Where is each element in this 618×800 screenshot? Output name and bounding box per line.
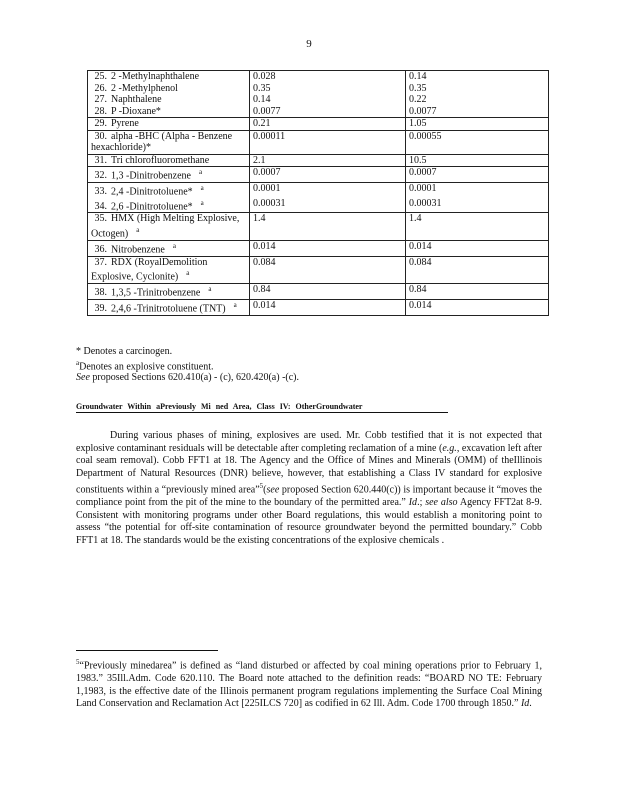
table-row — [88, 154, 549, 167]
value-col-2: 1.05 — [406, 118, 549, 131]
footnote: $^5$“Previously minedarea” is defined as “land disturbed or affected by coal mining operations prior to February 1, 1983.” 35Ill.Adm. Code 620.110. The Board note attached to the definition reads: “BOARD NO TE: February 1,1983, is the effective date of the Illinois permanent program regulations implementing the Surface Coal Mining Land Conservation and Reclamation Act [225ILCS 720] as codified in 62 Ill. Adm. Code 1700 through 1850.” Id. — [76, 658, 542, 710]
value-col-2: 0.14 — [406, 71, 549, 83]
table-row — [88, 299, 549, 315]
chemical-name: 34. 2,6 -Dinitrotoluene* $^a$ — [88, 198, 250, 213]
explosive-marker: a — [186, 269, 190, 278]
value-col-1: 0.21 — [250, 118, 406, 131]
explosive-marker: a — [200, 183, 204, 192]
body-paragraph: During various phases of mining, explosives are used. Mr. Cobb testified that it is not expected that explosive contaminant residuals will be detectable after completing reclamation of a mine (e.g., excavation left after coal seam removal). Cobb FFT1 at 18. The Agency and the Office of Mines and Minerals (OMM) of theIllinois Department of Natural Resources (DNR) believe, however, that establishing a Class IV standard for explosive constituents within a “previously mined area”$^5$(see proposed Section 620.440(c)) is important because it “moves the compliance point from the pit of the mine to the boundary of the permitted area.” Id.; see also Agency FFT2at 8-9. Consistent with monitoring programs under other Board regulations, this would establish a monitoring point to assess “the potential for off-site contamination of resource groundwater beyond the permitted boundary.” Cobb FFT1 at 18. The standards would be the existing concentrations of the explosive chemicals . — [76, 430, 542, 547]
value-col-2: 0.00055 — [406, 130, 549, 154]
page-number: 9 — [306, 38, 312, 50]
table-row — [88, 256, 549, 283]
chemical-name: 37. RDX (RoyalDemolition Explosive, Cyclonite) $^a$ — [88, 256, 250, 283]
explosive-note: $^a$Denotes an explosive constituent. — [76, 358, 214, 372]
chemical-name: 30. alpha -BHC (Alpha - Benzene hexachloride)* — [88, 130, 250, 154]
chemical-name: 36. Nitrobenzene $^a$ — [88, 240, 250, 256]
value-col-1: 0.35 — [250, 83, 406, 95]
value-col-1: 0.14 — [250, 94, 406, 106]
table-row — [88, 283, 549, 299]
footnote-number: 5 — [76, 658, 80, 666]
value-col-1: 0.0001 — [250, 182, 406, 197]
value-col-1: 0.014 — [250, 240, 406, 256]
value-col-2: 0.014 — [406, 240, 549, 256]
explosive-marker: a — [208, 284, 212, 293]
value-col-1: 0.0007 — [250, 167, 406, 183]
section-heading: Groundwater Within aPreviously Mi ned Area, Class IV: OtherGroundwater — [76, 402, 448, 413]
explosive-marker: a — [198, 168, 203, 176]
table-row — [88, 182, 549, 197]
table-row — [88, 240, 549, 256]
table-notes — [76, 346, 299, 384]
table-row — [88, 71, 549, 83]
value-col-2: 10.5 — [406, 154, 549, 167]
value-col-2: 0.35 — [406, 83, 549, 95]
value-col-1: 0.084 — [250, 256, 406, 283]
chemical-name: 25. 2 -Methylnaphthalene — [88, 71, 250, 83]
table-row — [88, 213, 549, 240]
table-row — [88, 94, 549, 106]
value-col-2: 0.22 — [406, 94, 549, 106]
chemical-standards-table — [87, 70, 549, 316]
value-col-1: 0.028 — [250, 71, 406, 83]
chemical-name: 35. HMX (High Melting Explosive, Octogen) $^a$ — [88, 213, 250, 240]
chemical-name: 26. 2 -Methylphenol — [88, 83, 250, 95]
chemical-name: 32. 1,3 -Dinitrobenzene $^a$ — [88, 167, 250, 183]
chemical-name: 33. 2,4 -Dinitrotoluene* $^a$ — [88, 182, 250, 197]
value-col-2: 0.0001 — [406, 182, 549, 197]
explosive-marker: a — [76, 358, 80, 367]
chemical-name: 39. 2,4,6 -Trinitrotoluene (TNT) $^a$ — [88, 299, 250, 315]
value-col-1: 0.0077 — [250, 106, 406, 118]
explosive-marker: a — [233, 300, 237, 309]
table-row — [88, 106, 549, 118]
value-col-2: 0.0077 — [406, 106, 549, 118]
chemical-name: 28. P -Dioxane* — [88, 106, 250, 118]
value-col-1: 0.00031 — [250, 198, 406, 213]
value-col-2: 0.0007 — [406, 167, 549, 183]
explosive-marker: a — [136, 225, 140, 234]
chemical-name: 27. Naphthalene — [88, 94, 250, 106]
table-row — [88, 130, 549, 154]
footnote-divider — [76, 650, 218, 651]
value-col-2: 0.084 — [406, 256, 549, 283]
value-col-1: 0.014 — [250, 299, 406, 315]
carcinogen-note: * Denotes a carcinogen. — [76, 346, 173, 357]
explosive-marker: a — [172, 241, 176, 250]
table-row — [88, 118, 549, 131]
value-col-2: 0.014 — [406, 299, 549, 315]
value-col-2: 0.84 — [406, 283, 549, 299]
footnote-ref[interactable]: 5 — [259, 482, 264, 491]
value-col-1: 1.4 — [250, 213, 406, 240]
value-col-1: 0.00011 — [250, 130, 406, 154]
table-row — [88, 198, 549, 213]
value-col-1: 2.1 — [250, 154, 406, 167]
chemical-name: 29. Pyrene — [88, 118, 250, 131]
table-row — [88, 167, 549, 183]
value-col-1: 0.84 — [250, 283, 406, 299]
explosive-marker: a — [200, 198, 204, 207]
sections-note: See proposed Sections 620.410(a) - (c), 620.420(a) -(c). — [76, 372, 299, 384]
value-col-2: 1.4 — [406, 213, 549, 240]
chemical-name: 38. 1,3,5 -Trinitrobenzene $^a$ — [88, 283, 250, 299]
chemical-name: 31. Tri chlorofluoromethane — [88, 154, 250, 167]
value-col-2: 0.00031 — [406, 198, 549, 213]
table-row — [88, 83, 549, 95]
